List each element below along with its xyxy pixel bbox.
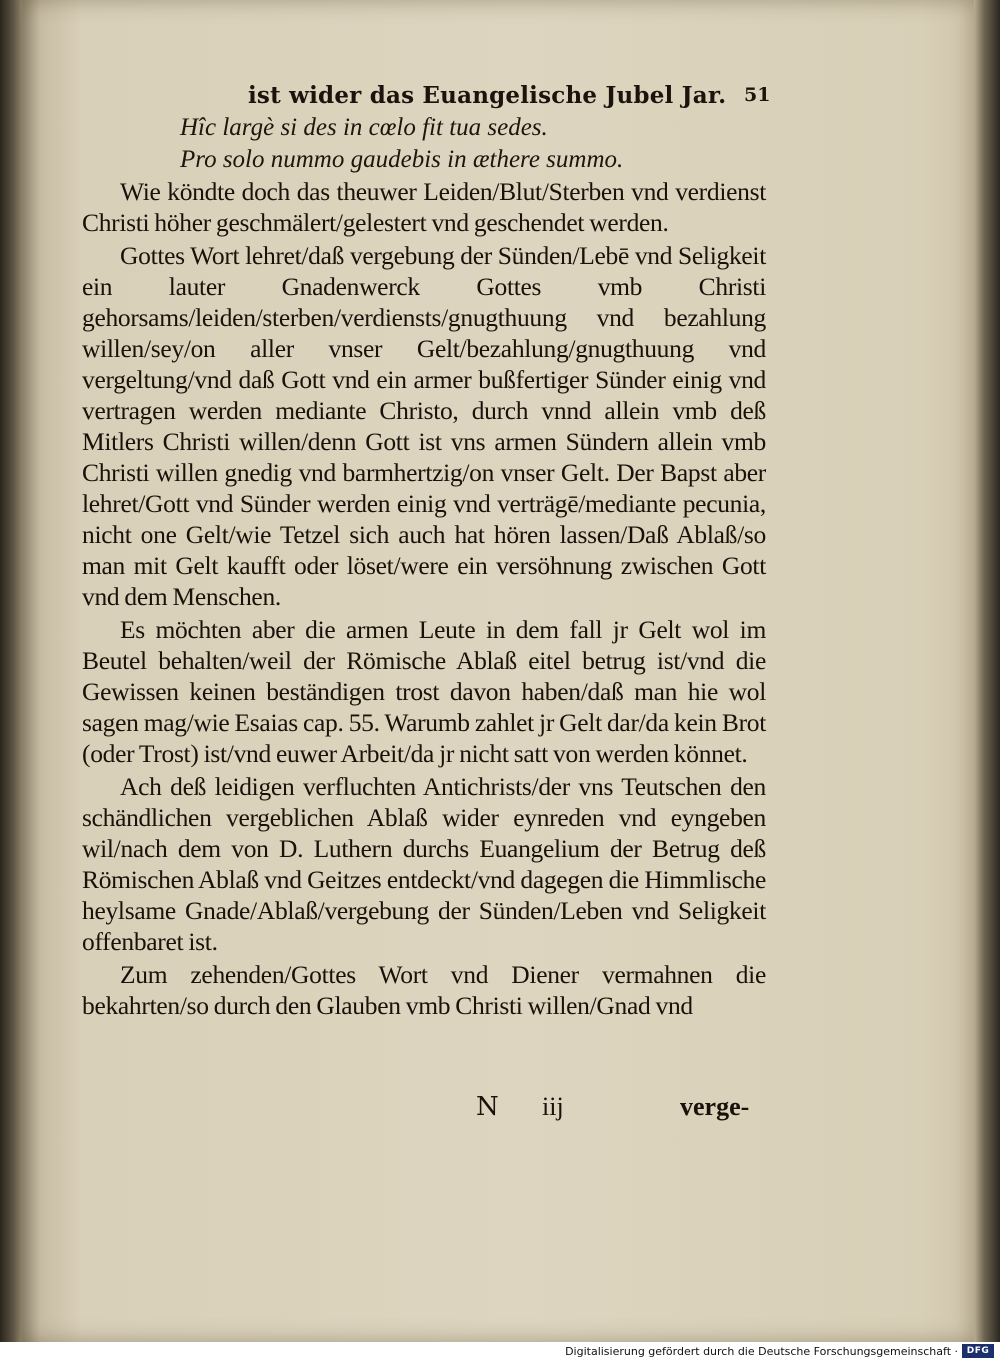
book-edge-right xyxy=(974,0,1000,1342)
paragraph-2: Gottes Wort lehret/daß vergebung der Sünden/Lebē vnd Seligkeit ein lauter Gnadenwerck Gottes vmb Christi gehorsams/leiden/sterben/verdiensts/gnugthuung vnd bezahlung willen/sey/on aller vnser Gelt/bezahlung/gnugthuung vnd vergeltung/vnd daß Gott vnd ein armer bußfertiger Sünder einig vnd vertragen werden mediante Christo, durch vnnd allein vmb deß Mitlers Christi willen/denn Gott ist vns armen Sündern allein vmb Christi willen gnedig vnd barmhertzig/on vnser Gelt. Der Bapst aber lehret/Gott vnd Sünder werden einig vnd verträgē/mediante pecunia, nicht one Gelt/wie Tetzel sich auch hat hören lassen/Daß Ablaß/so man mit Gelt kaufft oder löset/were ein versöhnung zwischen Gott vnd dem Menschen. xyxy=(82,241,766,611)
signature-number: iij xyxy=(542,1092,564,1121)
paragraph-4: Ach deß leidigen verfluchten Antichrists/der vns Teutschen den schändlichen vergeblichen Ablaß wider eynreden vnd eyngeben wil/nach dem von D. Luthern durchs Euangelium der Betrug deß Römischen Ablaß vnd Geitzes entdeckt/vnd dagegen die Himmlische heylsame Gnade/Ablaß/vergebung der Sünden/Leben vnd Seligkeit offenbaret ist. xyxy=(82,772,766,956)
latin-verse-line-1: Hîc largè si des in cœlo fit tua sedes. xyxy=(180,114,548,141)
latin-verse-line-2: Pro solo nummo gaudebis in æthere summo. xyxy=(180,146,624,173)
paragraph-1: Wie köndte doch das theuwer Leiden/Blut/Sterben vnd verdienst Christi höher geschmälert/gelestert vnd geschendet werden. xyxy=(82,177,766,237)
book-edge-left xyxy=(0,0,22,1342)
dfg-logo-icon: DFG xyxy=(962,1344,994,1358)
page-number: 51 xyxy=(744,84,771,106)
body-text xyxy=(82,176,766,1021)
paragraph-5: Zum zehenden/Gottes Wort vnd Diener vermahnen die bekahrten/so durch den Glauben vmb Christi willen/Gnad vnd xyxy=(82,960,766,1020)
signature-mark: N xyxy=(476,1092,499,1122)
catchword: verge- xyxy=(680,1092,750,1121)
paragraph-3: Es möchten aber die armen Leute in dem fall jr Gelt wol im Beutel behalten/weil der Römische Ablaß eitel betrug ist/vnd die Gewissen keinen beständigen trost davon haben/daß man hie wol sagen mag/wie Esaias cap. 55. Warumb zahlet jr Gelt dar/da kein Brot (oder Trost) ist/vnd euwer Arbeit/da jr nicht satt von werden könnet. xyxy=(82,615,766,768)
running-head: ist wider das Euangelische Jubel Jar. xyxy=(248,82,727,109)
digitization-credit: Digitalisierung gefördert durch die Deutsche Forschungsgemeinschaft · xyxy=(565,1345,958,1358)
